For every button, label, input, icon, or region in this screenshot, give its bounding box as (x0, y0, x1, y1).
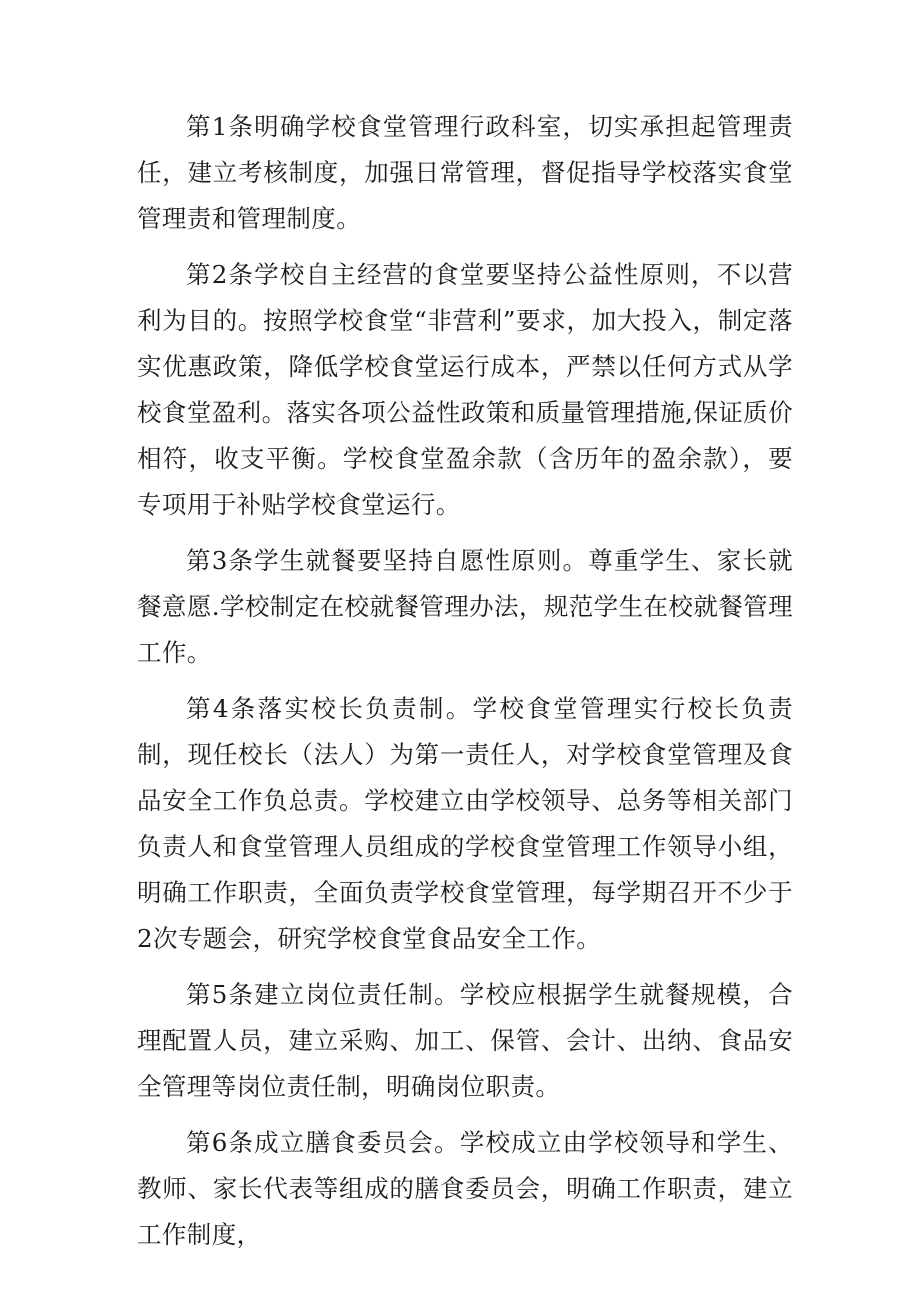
article-5-paragraph: 第5条建立岗位责任制。学校应根据学生就餐规模，合理配置人员，建立采购、加工、保管、会计、出纳、食品安全管理等岗位责任制，明确岗位职责。 (137, 980, 793, 1101)
article-4-paragraph: 第4条落实校长负责制。学校食堂管理实行校长负责制，现任校长（法人）为第一责任人，对学校食堂管理及食品安全工作负总责。学校建立由学校领导、总务等相关部门负责人和食堂管理人员组成的学校食堂管理工作领导小组，明确工作职责，全面负责学校食堂管理，每学期召开不少于2次专题会，研究学校食堂食品安全工作。 (137, 694, 793, 953)
article-3-paragraph: 第3条学生就餐要坚持自愿性原则。尊重学生、家长就餐意愿.学校制定在校就餐管理办法，规范学生在校就餐管理工作。 (137, 546, 793, 667)
article-1-paragraph: 第1条明确学校食堂管理行政科室，切实承担起管理责任，建立考核制度，加强日常管理，督促指导学校落实食堂管理责和管理制度。 (137, 112, 793, 233)
document-body (137, 104, 793, 1268)
article-6-paragraph: 第6条成立膳食委员会。学校成立由学校领导和学生、教师、家长代表等组成的膳食委员会，明确工作职责，建立工作制度， (137, 1128, 793, 1249)
article-2-paragraph: 第2条学校自主经营的食堂要坚持公益性原则，不以营利为目的。按照学校食堂“非营利”要求，加大投入，制定落实优惠政策，降低学校食堂运行成本，严禁以任何方式从学校食堂盈利。落实各项公益性政策和质量管理措施,保证质价相符，收支平衡。学校食堂盈余款（含历年的盈余款），要专项用于补贴学校食堂运行。 (137, 260, 793, 519)
